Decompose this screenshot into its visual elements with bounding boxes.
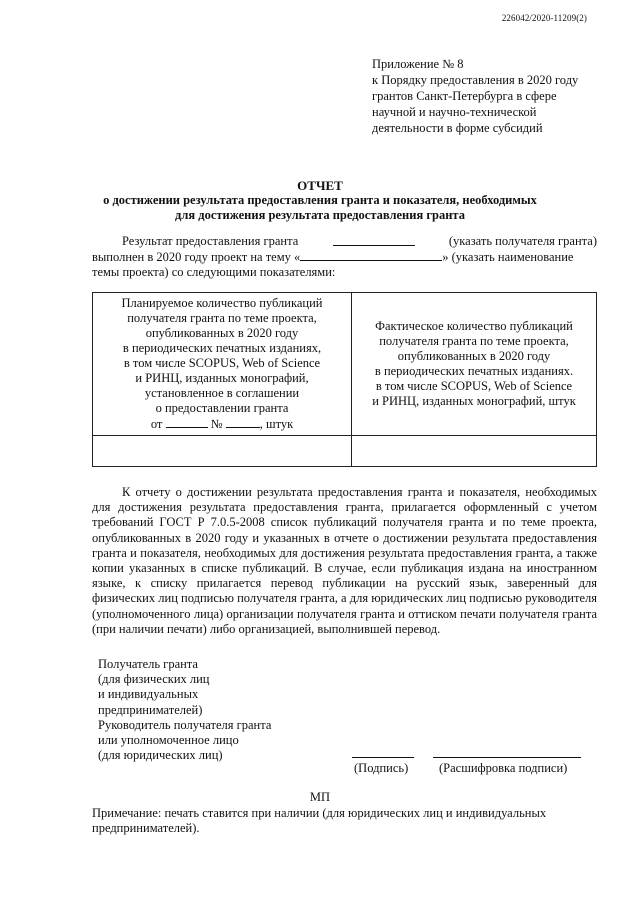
cell-line: и РИНЦ, изданных монографий, xyxy=(135,371,309,385)
project-topic-blank xyxy=(300,249,442,261)
appendix-line: к Порядку предоставления в 2020 году xyxy=(372,73,579,87)
unit-label: , штук xyxy=(259,417,294,431)
intro-text: (указать получателя гранта) xyxy=(448,234,597,248)
cell-line: получателя гранта по теме проекта, xyxy=(127,311,317,325)
footnote: Примечание: печать ставится при наличии (для юридических лиц и индивидуальных предпринимателей). xyxy=(92,806,547,836)
cell-line: опубликованных в 2020 году xyxy=(145,326,299,340)
intro-text: выполнен в 2020 году проект на тему « xyxy=(92,250,301,264)
cell-line: в том числе SCOPUS, Web of Science xyxy=(375,379,573,393)
cell-line: о предоставлении гранта xyxy=(155,401,289,415)
from-label: от xyxy=(150,417,163,431)
signature-decoding-label: (Расшифровка подписи) xyxy=(439,761,568,775)
publications-table xyxy=(92,292,597,467)
recipient-line: (для физических лиц xyxy=(98,672,210,687)
agreement-ref-line xyxy=(97,416,347,432)
appendix-header xyxy=(372,56,617,136)
appendix-line: Приложение № 8 xyxy=(372,57,464,71)
cell-line: в периодических печатных изданиях. xyxy=(374,364,574,378)
cell-line: Фактическое количество публикаций xyxy=(375,319,573,333)
signature-label: (Подпись) xyxy=(354,761,409,775)
grantee-blank xyxy=(333,234,415,246)
cell-line: в периодических печатных изданиях, xyxy=(122,341,322,355)
number-blank xyxy=(226,416,260,428)
date-blank xyxy=(166,416,208,428)
intro-text: темы проекта) со следующими показателями: xyxy=(92,265,336,279)
recipient-line: или уполномоченное лицо xyxy=(98,733,239,748)
planned-value-cell xyxy=(93,436,352,467)
signature-decoding-line xyxy=(433,757,581,758)
cell-line: опубликованных в 2020 году xyxy=(397,349,551,363)
cell-line: и РИНЦ, изданных монографий, штук xyxy=(372,394,576,408)
subtitle-line: для достижения результата предоставления гранта xyxy=(175,208,465,222)
main-paragraph-text: К отчету о достижении результата предоставления гранта и показателя, необходимых для достижения результата предоставления гранта, прилагается оформленный с учетом требований ГОСТ Р 7.0.5-2008 список публикаций получателя гранта и по теме проекта, опубликованных в 2020 году и указанных в отчете о достижении результата предоставления гранта и показателя, необходимых для достижения результата предоставления гранта, а также копии указанных в списке публикаций. В случае, если публикация издана на иностранном языке, к списку прилагается перевод публикации на русский язык, заверенный для физических лиц подписью получателя гранта, а для юридических лиц подписью руководителя (уполномоченного лица) организации получателя гранта и оттиском печати получателя гранта (при наличии печати) либо организацией, выполнившей перевод. xyxy=(92,485,597,636)
appendix-line: научной и научно-технической xyxy=(372,105,537,119)
appendix-line: деятельности в форме субсидий xyxy=(372,121,543,135)
recipient-line: и индивидуальных xyxy=(98,687,199,702)
recipient-line: Получатель гранта xyxy=(98,657,198,671)
recipient-line: (для юридических лиц) xyxy=(98,748,223,763)
intro-paragraph xyxy=(92,234,597,280)
actual-publications-header xyxy=(352,293,597,436)
subtitle-line: о достижении результата предоставления гранта и показателя, необходимых xyxy=(103,193,537,207)
cell-line: установленное в соглашении xyxy=(144,386,300,400)
actual-value-cell xyxy=(352,436,597,467)
planned-publications-header xyxy=(93,293,352,436)
number-label: № xyxy=(210,417,223,431)
appendix-line: грантов Санкт-Петербурга в сфере xyxy=(372,89,557,103)
document-number: 226042/2020-11209(2) xyxy=(501,13,587,23)
cell-line: Планируемое количество публикаций xyxy=(121,296,323,310)
main-paragraph xyxy=(92,485,597,637)
signature-line xyxy=(352,757,414,758)
intro-text: Результат предоставления гранта xyxy=(122,234,299,248)
cell-line: получателя гранта по теме проекта, xyxy=(379,334,569,348)
recipient-line: предпринимателей) xyxy=(98,702,203,717)
report-title: ОТЧЕТ xyxy=(297,178,343,193)
recipient-line: Руководитель получателя гранта xyxy=(98,717,272,732)
intro-text: » (указать наименование xyxy=(442,250,574,264)
stamp-place-label: МП xyxy=(309,790,331,804)
cell-line: в том числе SCOPUS, Web of Science xyxy=(123,356,321,370)
report-subtitle xyxy=(80,193,560,223)
recipient-block xyxy=(98,657,271,763)
